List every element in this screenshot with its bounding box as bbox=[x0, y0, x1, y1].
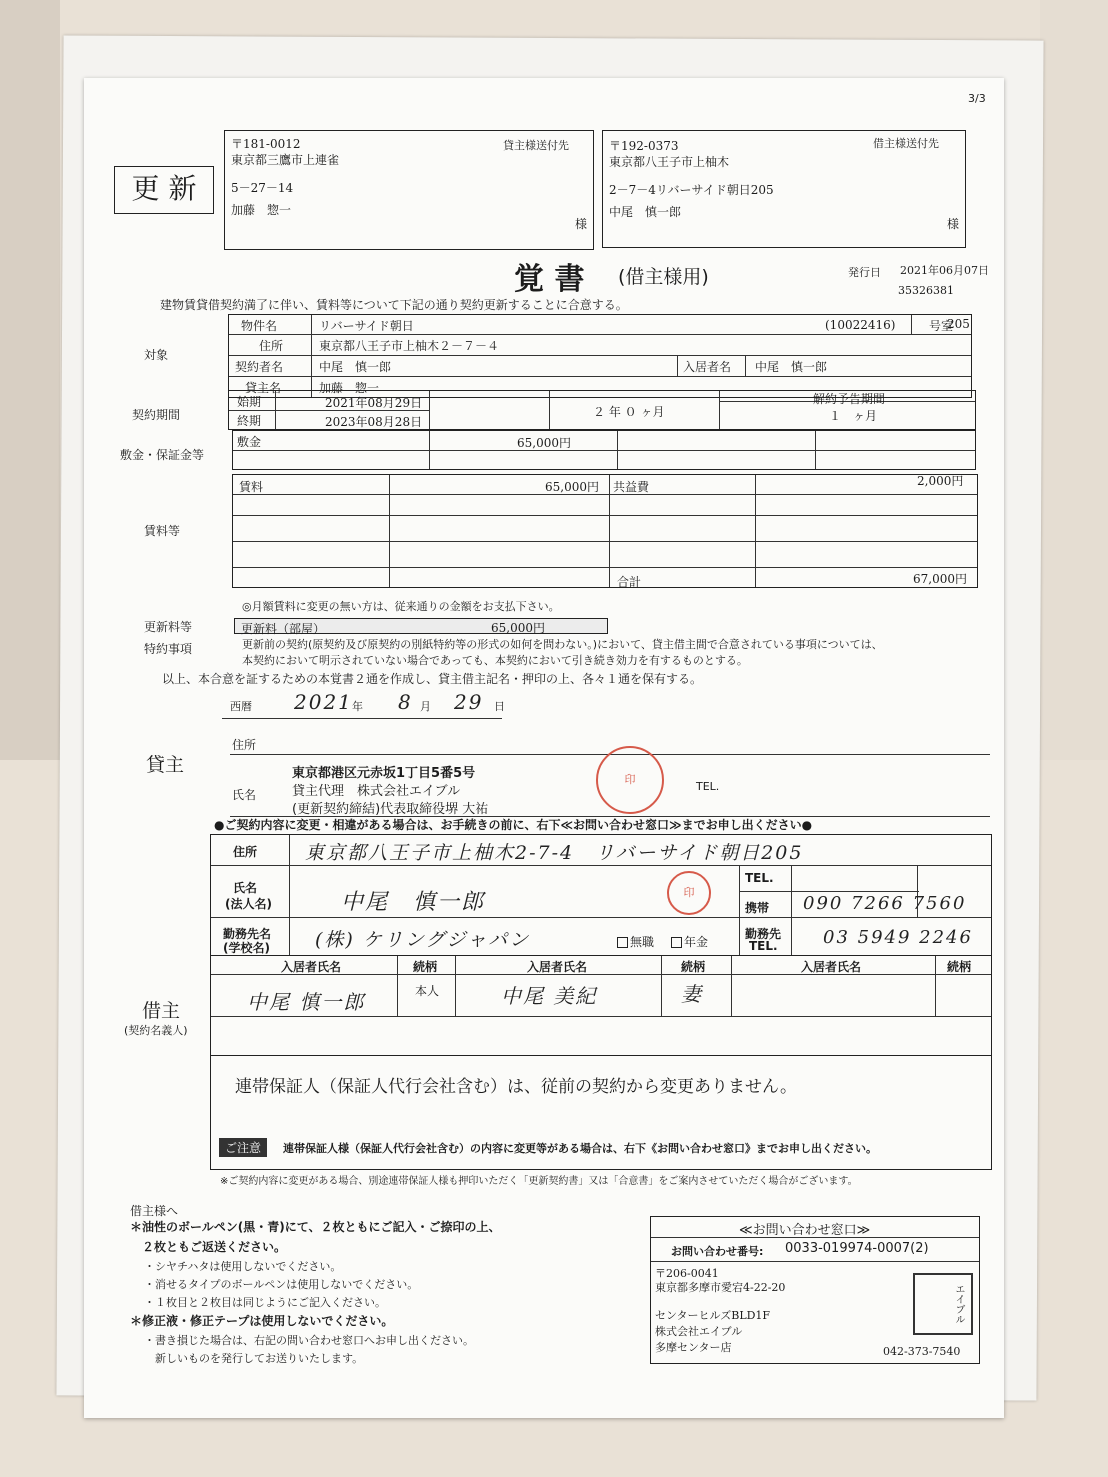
notice-period: １ ヶ月 bbox=[829, 409, 878, 423]
instruction-line-3: ・シヤチハタは使用しないでください。 bbox=[144, 1260, 342, 1273]
period-end-label: 終期 bbox=[237, 414, 262, 428]
total-amount: 67,000円 bbox=[913, 572, 967, 586]
tenant-work-tel-input[interactable]: 03 5949 2246 bbox=[823, 927, 973, 948]
instructions-heading: 借主様へ bbox=[130, 1204, 179, 1218]
tenant-name-sub: (法人名) bbox=[225, 897, 272, 911]
contact-postal: 〒206-0041 bbox=[655, 1267, 719, 1280]
lessor-send-tag: 貸主様送付先 bbox=[503, 139, 569, 152]
tenant-send-tag: 借主様送付先 bbox=[873, 137, 939, 150]
contact-address: 東京都多摩市愛宕4-22-20 bbox=[655, 1281, 786, 1294]
guarantor-text: 連帯保証人（保証人代行会社含む）は、従前の契約から変更ありません。 bbox=[235, 1077, 798, 1097]
lessor-sign-section: 貸主 bbox=[146, 754, 185, 776]
pension-label: 年金 bbox=[684, 935, 709, 949]
rent-amount: 65,000円 bbox=[545, 480, 599, 494]
instruction-line-6: ＊修正液・修正テープは使用しないでください。 bbox=[130, 1314, 394, 1328]
tenant-name-input[interactable]: 中尾 慎一郎 bbox=[341, 890, 486, 915]
tenant-work-tel-label: 勤務先 bbox=[745, 927, 782, 941]
contact-building: センターヒルズBLD1F bbox=[655, 1309, 771, 1322]
tenant-form-section-sub: (契約名義人) bbox=[124, 1024, 188, 1037]
tenant-honorific: 様 bbox=[947, 217, 960, 231]
tenant-name-label: 氏名 bbox=[233, 881, 258, 895]
tenant-work-input[interactable]: (株) ケリングジャパン bbox=[315, 929, 531, 951]
resident-1-name[interactable]: 中尾 慎一郎 bbox=[247, 990, 366, 1014]
renewal-fee-section-label: 更新料等 bbox=[144, 620, 193, 634]
tenant-address-line1: 東京都八王子市上柚木 bbox=[609, 155, 730, 169]
tenant-work-sub: (学校名) bbox=[223, 941, 270, 955]
sign-date-day-unit: 日 bbox=[494, 700, 505, 713]
lessor-postal: 〒181-0012 bbox=[231, 137, 301, 151]
lessor-name: 加藤 惣一 bbox=[231, 203, 292, 217]
period-table bbox=[228, 390, 976, 430]
resident-name: 中尾 慎一郎 bbox=[755, 360, 828, 374]
tenant-mobile-input[interactable]: 090 7266 7560 bbox=[803, 893, 967, 914]
tenant-postal: 〒192-0373 bbox=[609, 139, 679, 153]
res-header-1: 入居者氏名 bbox=[281, 960, 342, 974]
sign-date-year[interactable]: 2021 bbox=[294, 690, 353, 714]
lessor-sign-address-label: 住所 bbox=[232, 738, 257, 752]
company-seal: エイブル bbox=[913, 1273, 973, 1335]
period-end: 2023年08月28日 bbox=[325, 415, 423, 429]
issue-date: 2021年06月07日 bbox=[900, 264, 989, 277]
contact-box bbox=[650, 1216, 980, 1364]
common-fee-label: 共益費 bbox=[613, 480, 650, 494]
contractor-name: 中尾 慎一郎 bbox=[319, 360, 392, 374]
renewal-fee-row bbox=[234, 618, 608, 634]
tenant-work-tel-sub: TEL. bbox=[749, 939, 778, 953]
renewal-badge: 更 新 bbox=[114, 166, 214, 214]
instruction-line-4: ・消せるタイプのボールペンは使用しないでください。 bbox=[144, 1278, 419, 1291]
tenant-tel-label: TEL. bbox=[745, 871, 774, 885]
tenant-address-label: 住所 bbox=[233, 845, 258, 859]
target-table bbox=[228, 314, 972, 398]
agreement-text: 以上、本合意を証するための本覚書２通を作成し、貸主借主記名・押印の上、各々１通を保有する。 bbox=[162, 672, 703, 686]
rent-label: 賃料 bbox=[239, 480, 264, 494]
deposit-label: 敷金 bbox=[237, 435, 262, 449]
notice-period-label: 解約予告期間 bbox=[813, 392, 886, 406]
renewal-fee-amount: 65,000円 bbox=[491, 621, 545, 635]
tenant-name: 中尾 慎一郎 bbox=[609, 205, 682, 219]
background-shelf-right bbox=[1040, 0, 1108, 760]
instruction-line-7: ・書き損じた場合は、右記の問い合わせ窓口へお申し出ください。 bbox=[144, 1334, 474, 1347]
unemployed-label: 無職 bbox=[630, 935, 655, 949]
contractor-label: 契約者名 bbox=[235, 360, 284, 374]
sign-date-year-unit: 年 bbox=[352, 700, 363, 713]
property-label: 物件名 bbox=[241, 319, 278, 333]
res-header-2: 入居者氏名 bbox=[527, 960, 588, 974]
rent-section-label: 賃料等 bbox=[144, 524, 181, 538]
resident-1-rel[interactable]: 本人 bbox=[415, 984, 440, 998]
rel-header-3: 続柄 bbox=[947, 960, 972, 974]
special-section-label: 特約事項 bbox=[144, 642, 193, 656]
period-start: 2021年08月29日 bbox=[325, 396, 423, 410]
page-number: 3/3 bbox=[968, 92, 986, 105]
guarantor-box bbox=[210, 1056, 992, 1170]
resident-2-rel[interactable]: 妻 bbox=[681, 982, 703, 1006]
sign-date-month[interactable]: 8 bbox=[398, 690, 413, 714]
notice-bar: ●ご契約内容に変更・相違がある場合は、お手続きの前に、右下≪お問い合わせ窓口≫までお申し出ください● bbox=[214, 818, 813, 832]
room-number: 205 bbox=[947, 317, 970, 331]
rent-table bbox=[232, 474, 978, 588]
period-section-label: 契約期間 bbox=[132, 408, 181, 422]
special-text-2: 本契約において明示されていない場合であっても、本契約において引き続き効力を有するものとする。 bbox=[242, 654, 748, 667]
tenant-seal-stamp: 印 bbox=[667, 871, 711, 915]
doc-title: 覚 書 bbox=[514, 262, 585, 297]
deposit-amount: 65,000円 bbox=[517, 436, 571, 450]
total-label: 合計 bbox=[617, 575, 642, 589]
common-fee-amount: 2,000円 bbox=[917, 474, 964, 488]
lessor-sign-rep: (更新契約締結)代表取締役堺 大祐 bbox=[292, 802, 489, 817]
resident-label: 入居者名 bbox=[683, 360, 732, 374]
document-page bbox=[84, 78, 1004, 1418]
period-start-label: 始期 bbox=[237, 395, 262, 409]
rel-header-2: 続柄 bbox=[681, 960, 706, 974]
lessor-honorific: 様 bbox=[575, 217, 588, 231]
sign-date-era: 西暦 bbox=[230, 700, 252, 713]
contact-company: 株式会社エイブル bbox=[655, 1325, 743, 1338]
tenant-info-table bbox=[210, 834, 992, 956]
res-header-3: 入居者氏名 bbox=[801, 960, 862, 974]
target-section-label: 対象 bbox=[144, 348, 169, 362]
caution-badge: ご注意 bbox=[219, 1138, 267, 1157]
issue-date-label: 発行日 bbox=[848, 266, 881, 279]
lessor-sign-agent: 貸主代理 株式会社エイブル bbox=[292, 784, 461, 799]
rent-note: ◎月額賃料に変更の無い方は、従来通りの金額をお支払下さい。 bbox=[242, 600, 560, 613]
tenant-address-input[interactable]: 東京都八王子市上柚木2-7-4 リバーサイド朝日205 bbox=[305, 842, 804, 864]
sign-date-month-unit: 月 bbox=[420, 700, 431, 713]
period-duration: ２ 年 ０ ヶ月 bbox=[593, 405, 665, 419]
unemployed-checkbox[interactable] bbox=[617, 933, 654, 950]
instruction-line-1: ＊油性のボールペン(黒・青)にて、２枚ともにご記入・ご捺印の上、 bbox=[130, 1220, 501, 1234]
rel-header-1: 続柄 bbox=[413, 960, 438, 974]
doc-number: 35326381 bbox=[898, 284, 954, 297]
sign-date-day[interactable]: 29 bbox=[454, 690, 484, 714]
lessor-address-line1: 東京都三鷹市上連雀 bbox=[231, 153, 340, 167]
contact-number: 0033-019974-0007(2) bbox=[785, 1241, 929, 1256]
address-label: 住所 bbox=[259, 339, 284, 353]
tenant-address-line2: 2－7－4リバーサイド朝日205 bbox=[609, 183, 774, 197]
deposit-section-label: 敷金・保証金等 bbox=[120, 448, 205, 462]
tenant-mobile-label: 携帯 bbox=[745, 901, 770, 915]
pension-checkbox[interactable] bbox=[671, 933, 708, 950]
footnote: ※ご契約内容に変更がある場合、別途連帯保証人様も押印いただく「更新契約書」又は「合意書」をご案内させていただく場合がございます。 bbox=[220, 1176, 858, 1187]
lessor-sign-tel-label: TEL. bbox=[696, 780, 720, 793]
background-shelf-left bbox=[0, 0, 60, 760]
contact-title: ≪お問い合わせ窓口≫ bbox=[739, 1223, 871, 1238]
instruction-line-5: ・１枚目と２枚目は同じようにご記入ください。 bbox=[144, 1296, 386, 1309]
doc-subtitle: (借主様用) bbox=[618, 266, 709, 288]
property-name: リバーサイド朝日 bbox=[319, 319, 414, 333]
residents-table bbox=[210, 956, 992, 1056]
room-label: 号室 bbox=[929, 319, 954, 333]
instruction-line-2: ２枚ともご返送ください。 bbox=[130, 1240, 287, 1254]
lessor-label: 貸主名 bbox=[245, 381, 282, 395]
instruction-line-8: 新しいものを発行してお送りいたします。 bbox=[144, 1352, 364, 1365]
tenant-address-box bbox=[602, 130, 966, 248]
deposit-table bbox=[232, 430, 976, 470]
lessor-name-cell: 加藤 惣一 bbox=[319, 381, 380, 395]
property-code: (10022416) bbox=[825, 318, 896, 332]
lessor-sign-address: 東京都港区元赤坂1丁目5番5号 bbox=[292, 766, 476, 781]
renewal-fee-label: 更新料（部屋） bbox=[241, 622, 326, 636]
tenant-form-section: 借主 bbox=[142, 1000, 181, 1022]
lessor-sign-name-label: 氏名 bbox=[232, 788, 257, 802]
special-text-1: 更新前の契約(原契約及び原契約の別紙特約等の形式の如何を問わない。)において、貸主借主間で合意されている事項については、 bbox=[242, 638, 883, 651]
contact-branch: 多摩センター店 bbox=[655, 1341, 732, 1354]
tenant-work-label: 勤務先名 bbox=[223, 927, 272, 941]
property-address: 東京都八王子市上柚木２－７－４ bbox=[319, 339, 500, 353]
caution-text: 連帯保証人様（保証人代行会社含む）の内容に変更等がある場合は、右下《お問い合わせ窓口》までお申し出ください。 bbox=[283, 1142, 877, 1155]
lessor-seal-stamp: 印 bbox=[596, 746, 664, 814]
lessor-address-line2: 5－27－14 bbox=[231, 181, 294, 195]
contact-number-label: お問い合わせ番号: bbox=[671, 1245, 764, 1258]
lessor-address-box bbox=[224, 130, 594, 250]
contact-tel: 042-373-7540 bbox=[883, 1345, 961, 1358]
resident-2-name[interactable]: 中尾 美紀 bbox=[501, 984, 598, 1008]
intro-text: 建物賃貸借契約満了に伴い、賃料等について下記の通り契約更新することに合意する。 bbox=[160, 298, 628, 312]
